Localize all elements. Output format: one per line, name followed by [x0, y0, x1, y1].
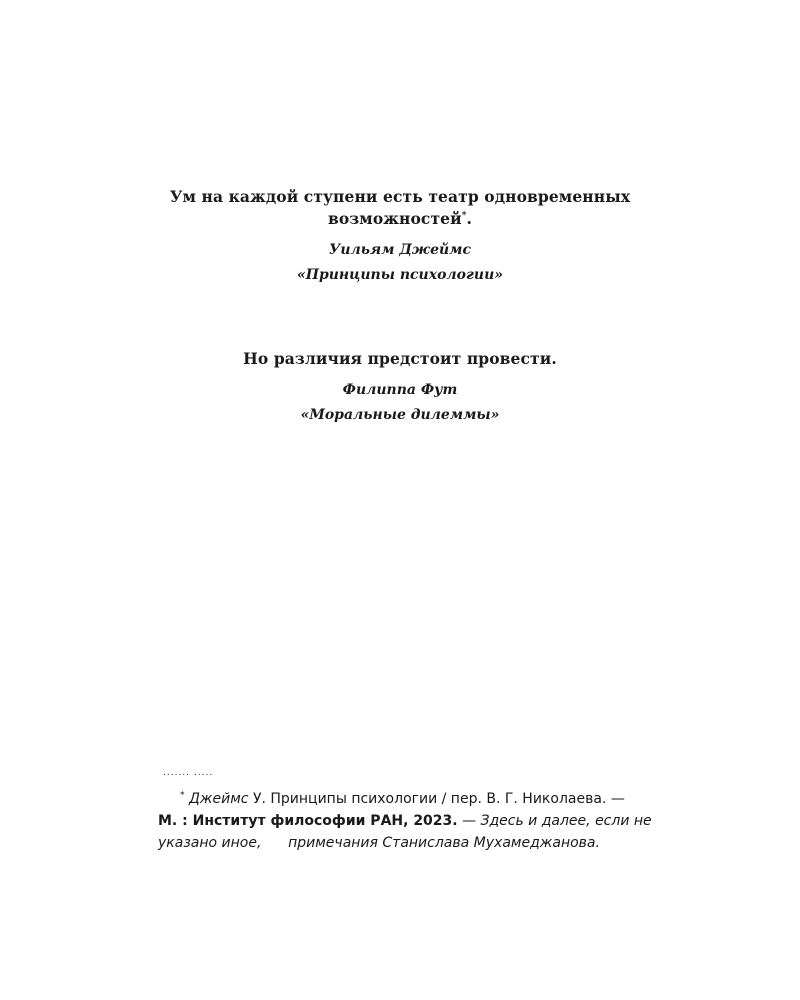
- quote-line-2: возможностей: [327, 209, 462, 228]
- epigraph-quote: Но различия предстоит провести.: [243, 349, 557, 368]
- footnote-citation: У. Принципы психологии / пер. В. Г. Николаева. —: [252, 791, 625, 807]
- epigraph-work: «Принципы психологии»: [296, 267, 503, 283]
- epigraph-author: Уильям Джеймс: [329, 242, 471, 258]
- footnote-note-mid: указано иное,: [158, 835, 262, 851]
- epigraph-attribution: [0, 238, 800, 288]
- footnote: [158, 788, 728, 854]
- footnote-publisher: М. : Институт философии РАН, 2023.: [158, 813, 458, 829]
- quote-line-1: Ум на каждой ступени есть театр одновременных: [169, 187, 631, 206]
- epigraph-author: Филиппа Фут: [342, 382, 458, 398]
- footnote-marker[interactable]: *: [461, 210, 467, 221]
- epigraph-james: [0, 186, 800, 288]
- footnote-separator: ....... .....: [163, 768, 214, 778]
- epigraph-foot: [0, 348, 800, 428]
- footnote-mark: *: [180, 790, 185, 801]
- epigraph-quote: [145, 186, 655, 230]
- epigraph-work: «Моральные дилеммы»: [300, 407, 500, 423]
- footnote-line-2: [158, 810, 728, 832]
- footnote-note-end: примечания Станислава Мухамеджанова.: [288, 835, 600, 851]
- footnote-author: Джеймс: [188, 791, 249, 807]
- quote-end: .: [466, 209, 473, 228]
- footnote-line-1: [158, 788, 728, 810]
- epigraph-attribution: [0, 378, 800, 428]
- footnote-line-3: [158, 832, 728, 854]
- footnote-note-start: — Здесь и далее, если не: [462, 813, 652, 829]
